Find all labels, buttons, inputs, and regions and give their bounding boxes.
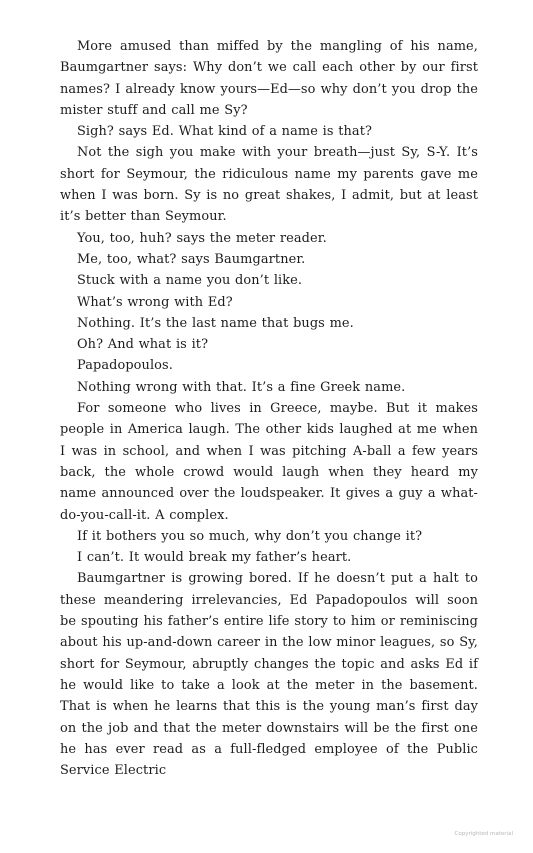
paragraph-4: You, too, huh? says the meter reader. [77, 230, 327, 246]
paragraph-3: Not the sigh you make with your breath—just Sy, S-Y. It’s short for Seymour, the ridiculous name my parents gave me when I was born. Sy is no great shakes, I admit, but at least it’s better than Seymour. [60, 145, 478, 225]
paragraph-7: What’s wrong with Ed? [77, 294, 233, 310]
paragraph-13: If it bothers you so much, why don’t you change it? [77, 528, 423, 544]
paragraph-9: Oh? And what is it? [77, 337, 209, 353]
paragraph-1: More amused than miffed by the mangling of his name, Baumgartner says: Why don’t we call each other by our first names? I already know yours—Ed—so why don’t you drop the mister stuff and call me Sy? [60, 39, 478, 118]
paragraph-2: Sigh? says Ed. What kind of a name is that? [77, 124, 373, 140]
paragraph-8: Nothing. It’s the last name that bugs me. [77, 315, 354, 331]
paragraph-11: Nothing wrong with that. It’s a fine Greek name. [77, 379, 406, 395]
paragraph-10: Papadopoulos. [77, 358, 173, 374]
paragraph-14: I can’t. It would break my father’s heart. [77, 550, 352, 566]
paragraph-15: Baumgartner is growing bored. If he doesn’t put a halt to these meandering irrelevancies, Ed Papadopoulos will soon be spouting his father’s entire life story to him or reminiscing about his up-and-down career in the low minor leagues, so Sy, short for Seymour, abruptly changes the topic and asks Ed if he would like to take a look at the meter in the basement. That is when he learns that this is the young man’s first day on the job and that the meter downstairs will be the first one he has ever read as a full-fledged employee of the Public Service Electric [60, 571, 478, 779]
paragraph-6: Stuck with a name you don’t like. [77, 273, 303, 289]
copyright-watermark: Copyrighted material [454, 831, 513, 837]
book-page-text [60, 36, 478, 781]
paragraph-5: Me, too, what? says Baumgartner. [77, 251, 306, 267]
paragraph-12: For someone who lives in Greece, maybe. But it makes people in America laugh. The other kids laughed at me when I was in school, and when I was pitching A-ball a few years back, the whole crowd would laugh when they heard my name announced over the loudspeaker. It gives a guy a what-do-you-call-it. A complex. [60, 401, 478, 523]
